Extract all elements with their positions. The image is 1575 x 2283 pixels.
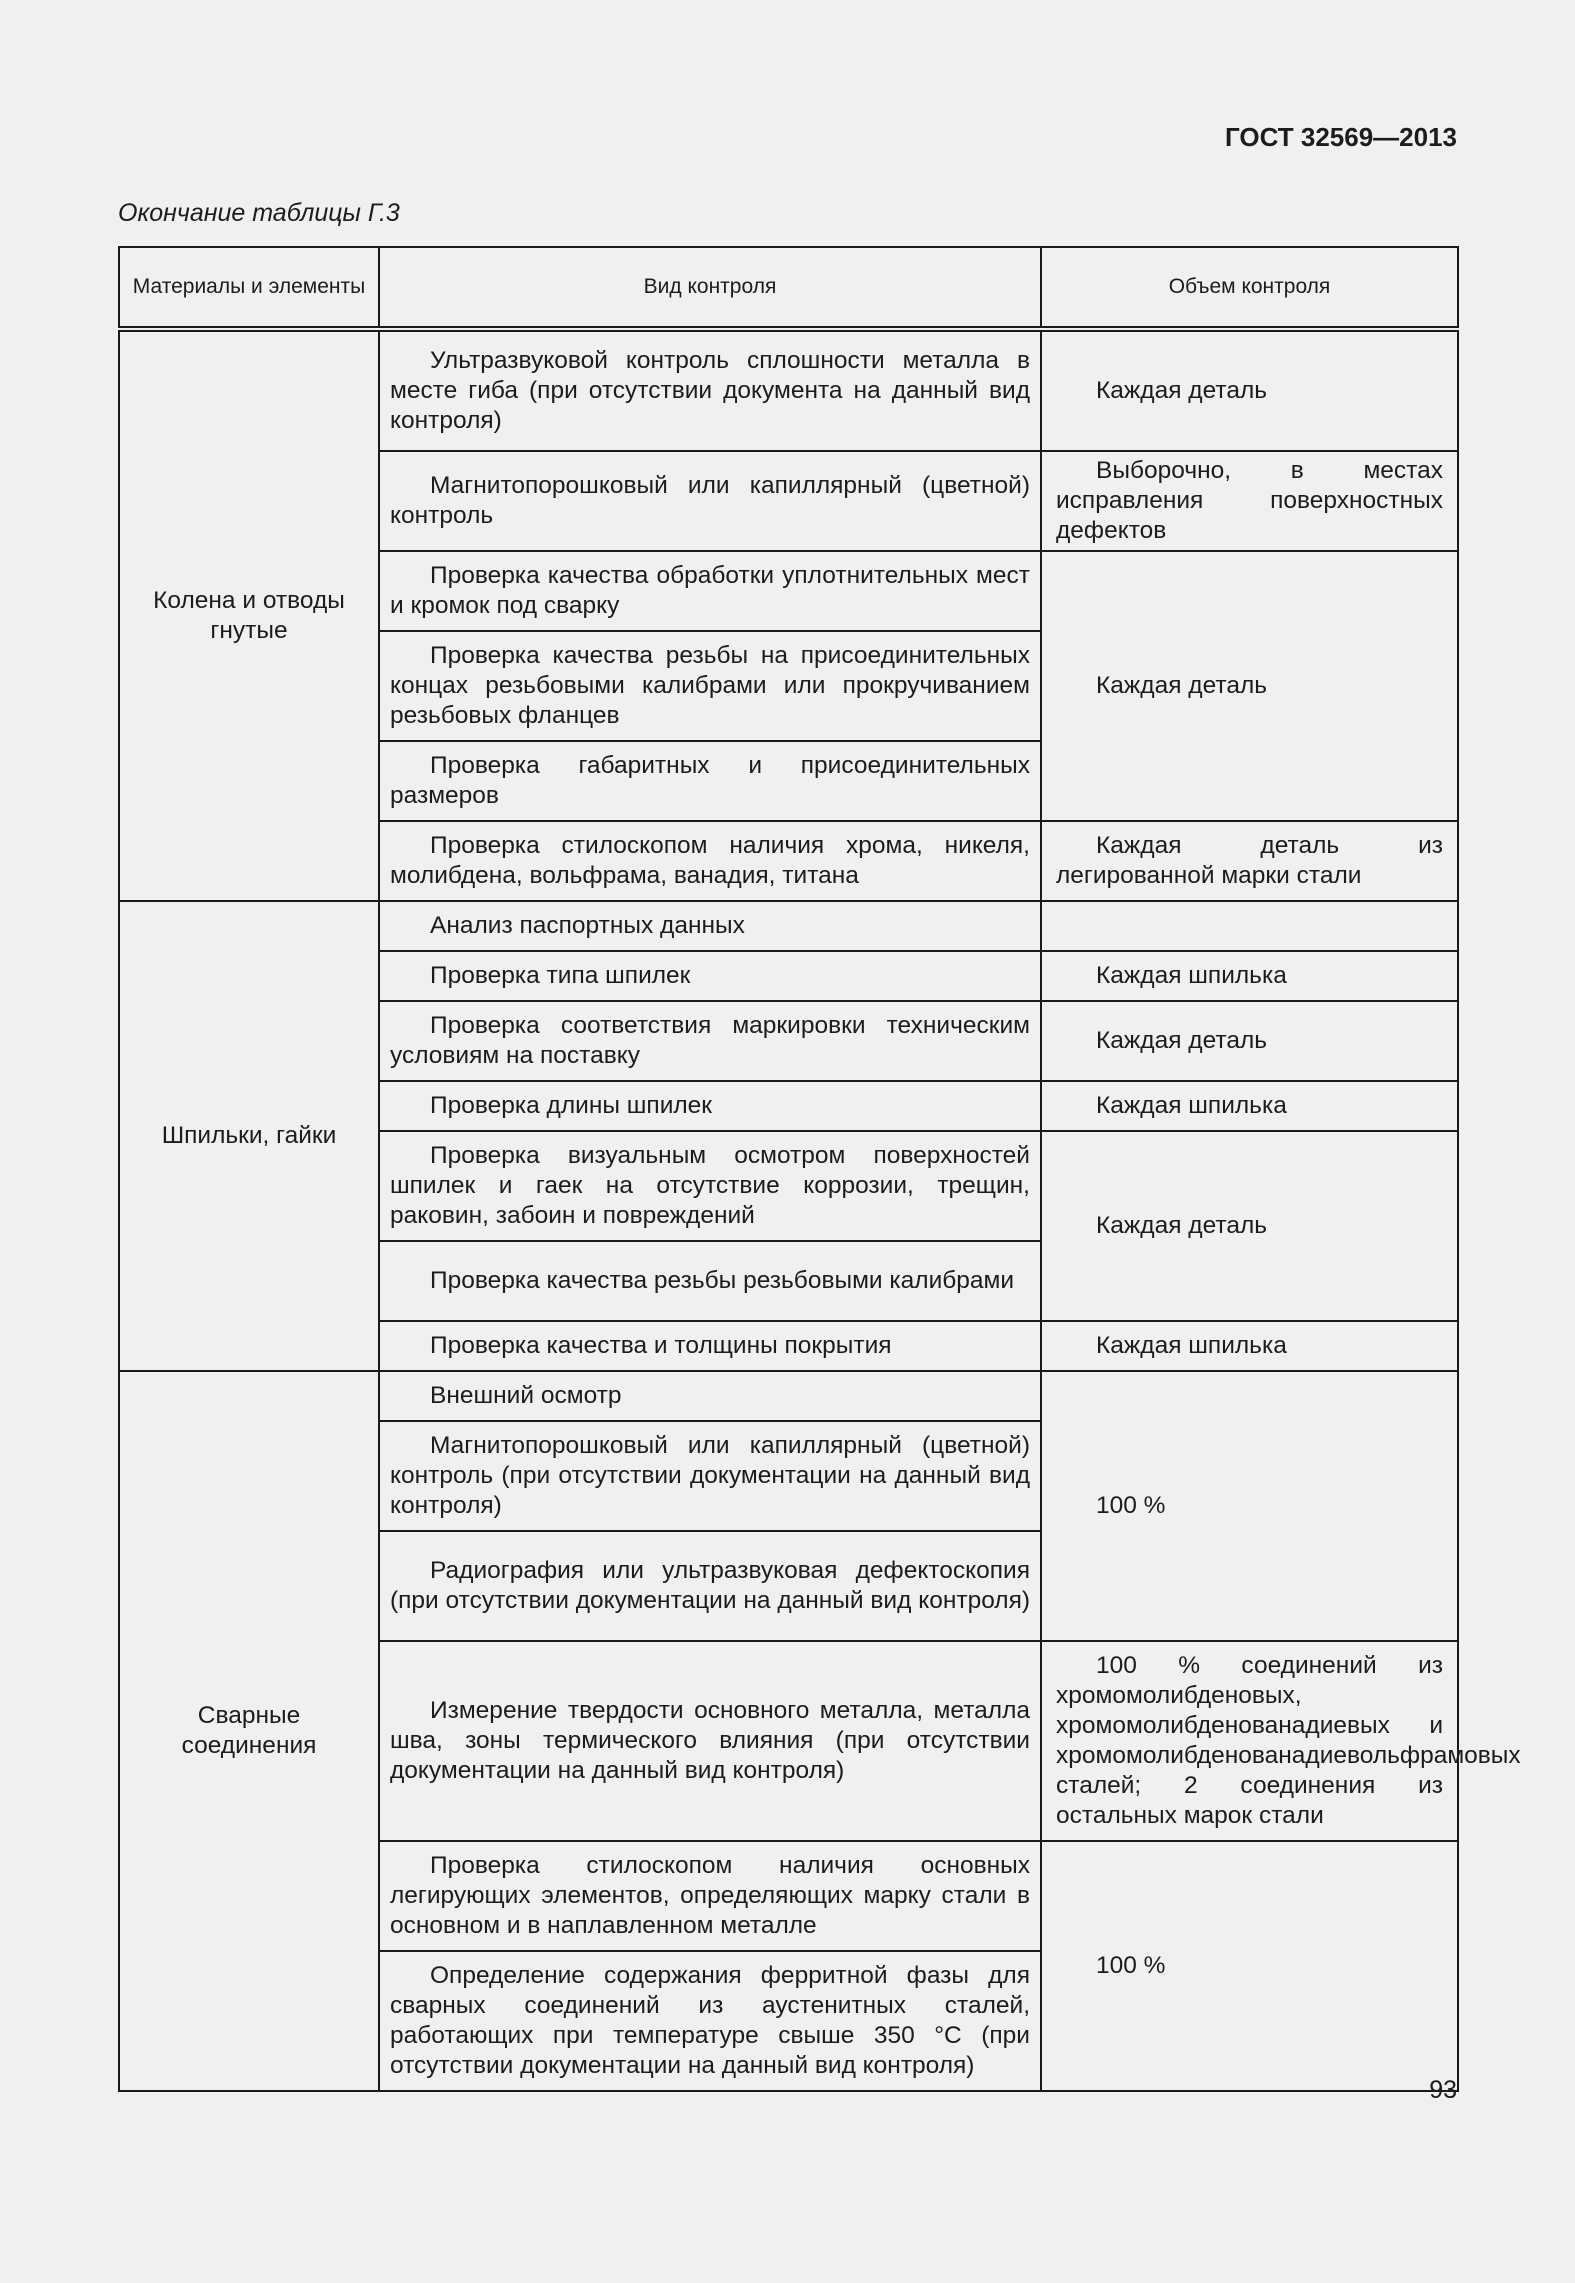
table-row [119,1371,1458,1421]
table-caption: Окончание таблицы Г.3 [118,199,400,227]
material-cell: Колена и отводы гнутые [119,329,379,901]
volume-cell: Каждая деталь из легированной марки стали [1041,821,1458,901]
check-cell: Проверка качества резьбы резьбовыми калибрами [379,1241,1041,1321]
volume-cell: 100 % [1041,1841,1458,2091]
document-code: ГОСТ 32569—2013 [1225,122,1457,152]
volume-cell [1041,901,1458,951]
check-cell: Проверка типа шпилек [379,951,1041,1001]
table-header-row [119,247,1458,329]
check-cell: Проверка длины шпилек [379,1081,1041,1131]
column-header-control-volume: Объем контроля [1041,247,1458,329]
volume-cell: Каждая деталь [1041,551,1458,821]
check-cell: Определение содержания ферритной фазы для сварных соединений из аустенитных сталей, работающих при температуре свыше 350 °С (при отсутствии документации на данный вид контроля) [379,1951,1041,2091]
volume-cell: Каждая деталь [1041,1001,1458,1081]
check-cell: Проверка соответствия маркировки техническим условиям на поставку [379,1001,1041,1081]
check-cell: Измерение твердости основного металла, металла шва, зоны термического влияния (при отсутствии документации на данный вид контроля) [379,1641,1041,1841]
check-cell: Проверка качества резьбы на присоединительных концах резьбовыми калибрами или прокручиванием резьбовых фланцев [379,631,1041,741]
table-row [119,901,1458,951]
material-cell: Шпильки, гайки [119,901,379,1371]
page-number: 93 [1429,2076,1457,2104]
volume-cell: Каждая шпилька [1041,1081,1458,1131]
column-header-materials: Материалы и элементы [119,247,379,329]
check-cell: Проверка стилоскопом наличия основных легирующих элементов, определяющих марку стали в основном и в наплавленном металле [379,1841,1041,1951]
check-cell: Проверка габаритных и присоединительных размеров [379,741,1041,821]
check-cell: Проверка качества обработки уплотнительных мест и кромок под сварку [379,551,1041,631]
volume-cell: 100 % соединений из хромомолибденовых, хромомолибденованадиевых и хромомолибденованадиевольфрамовых сталей; 2 соединения из остальных марок стали [1041,1641,1458,1841]
volume-cell: Выборочно, в местах исправления поверхностных дефектов [1041,451,1458,551]
volume-cell: 100 % [1041,1371,1458,1641]
check-cell: Магнитопорошковый или капиллярный (цветной) контроль [379,451,1041,551]
check-cell: Анализ паспортных данных [379,901,1041,951]
material-cell: Сварные соединения [119,1371,379,2091]
column-header-control-type: Вид контроля [379,247,1041,329]
table-row [119,329,1458,451]
check-cell: Радиография или ультразвуковая дефектоскопия (при отсутствии документации на данный вид контроля) [379,1531,1041,1641]
control-table [118,246,1521,2092]
check-cell: Проверка качества и толщины покрытия [379,1321,1041,1371]
check-cell: Магнитопорошковый или капиллярный (цветной) контроль (при отсутствии документации на данный вид контроля) [379,1421,1041,1531]
check-cell: Проверка визуальным осмотром поверхностей шпилек и гаек на отсутствие коррозии, трещин, раковин, забоин и повреждений [379,1131,1041,1241]
volume-cell: Каждая деталь [1041,1131,1458,1321]
volume-cell: Каждая шпилька [1041,1321,1458,1371]
volume-cell: Каждая шпилька [1041,951,1458,1001]
check-cell: Внешний осмотр [379,1371,1041,1421]
check-cell: Проверка стилоскопом наличия хрома, никеля, молибдена, вольфрама, ванадия, титана [379,821,1041,901]
volume-cell: Каждая деталь [1041,329,1458,451]
check-cell: Ультразвуковой контроль сплошности металла в месте гиба (при отсутствии документа на данный вид контроля) [379,329,1041,451]
